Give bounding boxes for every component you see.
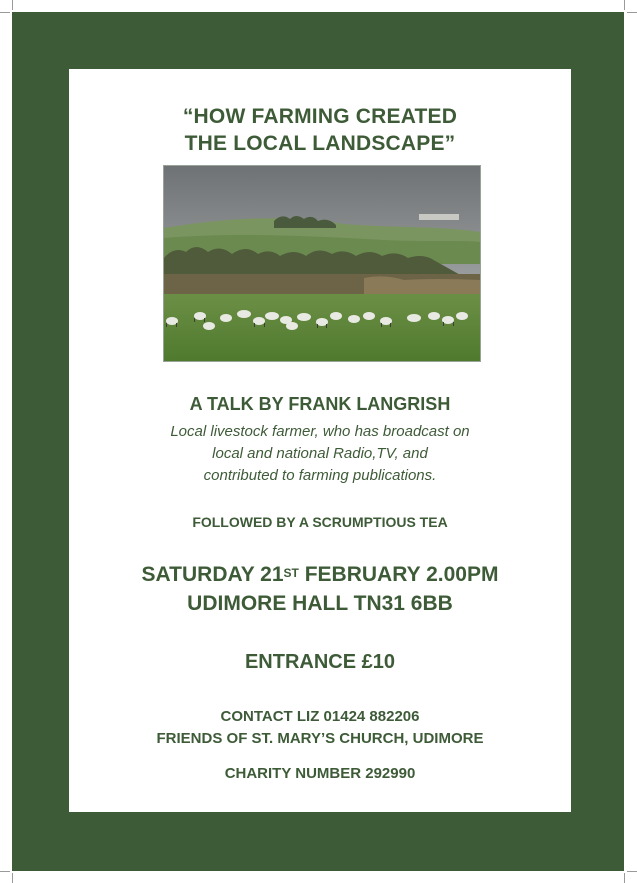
bio-line-3: contributed to farming publications. — [203, 467, 437, 484]
title-line-1: “HOW FARMING CREATED — [182, 105, 458, 128]
entrance-fee: ENTRANCE £10 — [244, 651, 396, 673]
crop-mark-bottom-left-h — [0, 871, 10, 872]
poster-title — [69, 103, 571, 157]
tea-notice: FOLLOWED BY A SCRUMPTIOUS TEA — [192, 514, 448, 530]
event-details — [69, 560, 571, 618]
event-date — [69, 560, 571, 589]
poster-content — [69, 69, 571, 812]
contact-line-1: CONTACT LIZ 01424 882206 — [220, 708, 420, 725]
event-venue: UDIMORE HALL TN31 6BB — [187, 592, 453, 615]
crop-mark-top-left-v — [12, 0, 13, 10]
contact-line-2: FRIENDS OF ST. MARY’S CHURCH, UDIMORE — [156, 730, 484, 747]
contact-info — [69, 706, 571, 750]
date-prefix: SATURDAY 21 — [141, 563, 284, 586]
crop-mark-bottom-right-v — [624, 873, 625, 883]
crop-mark-top-left-h — [0, 12, 10, 13]
landscape-photo — [163, 165, 481, 362]
date-ordinal: ST — [283, 566, 299, 580]
crop-mark-top-right-v — [624, 0, 625, 10]
crop-mark-bottom-right-h — [627, 871, 637, 872]
crop-mark-bottom-left-v — [12, 873, 13, 883]
crop-mark-top-right-h — [627, 12, 637, 13]
bio-line-1: Local livestock farmer, who has broadcast on — [170, 423, 470, 440]
landscape-with-sheep-icon — [164, 166, 480, 361]
bio-line-2: local and national Radio,TV, and — [212, 445, 428, 462]
title-line-2: THE LOCAL LANDSCAPE” — [184, 132, 456, 155]
speaker-heading: A TALK BY FRANK LANGRISH — [189, 394, 451, 414]
charity-number: CHARITY NUMBER 292990 — [224, 765, 416, 782]
date-suffix: FEBRUARY 2.00PM — [298, 563, 499, 586]
speaker-bio — [109, 421, 531, 487]
